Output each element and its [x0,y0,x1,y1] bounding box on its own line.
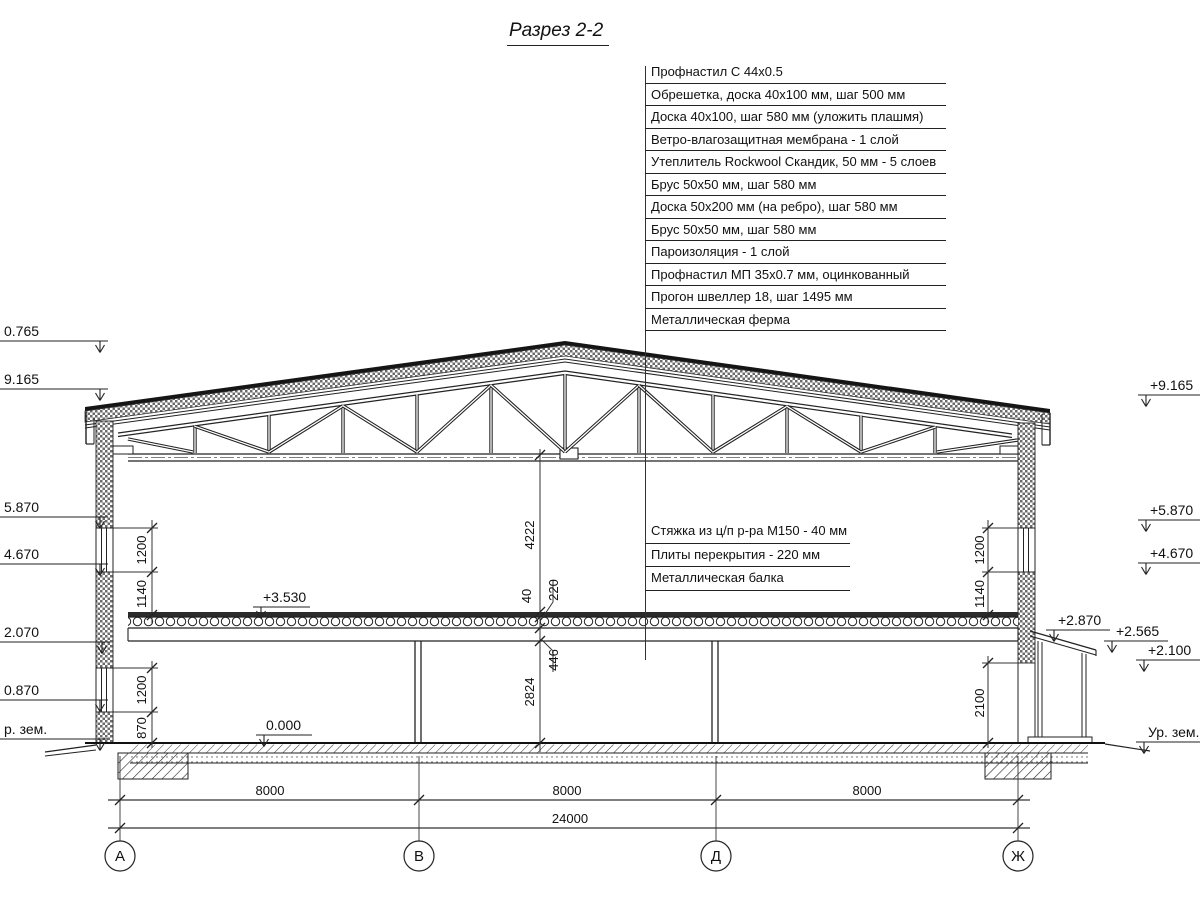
callout-item: Металлическая балка [645,567,850,591]
dim-span-b-d: 8000 [552,783,582,798]
dim-total-24000: 24000 [551,811,589,826]
drawing-title: Разрез 2-2 [507,20,609,46]
elevation-slab-top: +3.530 [263,589,307,605]
dim-mid-40: 40 [519,588,534,604]
foundation-left [118,753,188,779]
callout-item: Плиты перекрытия - 220 мм [645,544,850,568]
callout-item: Утеплитель Rockwool Скандик, 50 мм - 5 слоев [645,151,946,174]
elevation-left-ground: р. зем. [4,721,48,737]
elevation-left-eave: 9.165 [4,371,40,387]
dim-span-a-b: 8000 [255,783,285,798]
elevation-right-2565: +2.565 [1116,623,1160,639]
dim-mid-446: 446 [546,649,561,671]
dim-right-lower-2100: 2100 [972,688,987,718]
callout-item: Ветро-влагозащитная мембрана - 1 слой [645,129,946,152]
elevation-left-0870: 0.870 [4,682,40,698]
callout-item: Обрешетка, доска 40х100 мм, шаг 500 мм [645,84,946,107]
dim-left-lower-870: 870 [134,717,149,739]
elevation-right-5870: +5.870 [1150,502,1194,518]
elevation-right-9165: +9.165 [1150,377,1194,393]
wall-right [1018,423,1035,743]
floor-callout-list [645,520,850,591]
dim-mid-220: 220 [546,579,561,601]
window-upper-left [96,528,113,572]
elevation-right-4670: +4.670 [1150,545,1194,561]
elevation-right-2100: +2.100 [1148,642,1192,658]
dim-left-upper-1140: 1140 [134,580,149,608]
window-lower-left [96,668,113,712]
axis-label-v: В [413,848,425,865]
axis-label-d: Д [710,848,722,865]
roof [85,341,1050,445]
callout-item: Брус 50х50 мм, шаг 580 мм [645,219,946,242]
elevation-left-2070: 2.070 [4,624,40,640]
dim-right-upper-1140: 1140 [972,580,987,608]
dim-left-upper-1200: 1200 [134,535,149,565]
callout-item: Стяжка из ц/п р-ра М150 - 40 мм [645,520,850,544]
callout-item: Пароизоляция - 1 слой [645,241,946,264]
callout-item: Профнастил МП 35х0.7 мм, оцинкованный [645,264,946,287]
elevation-right-2870: +2.870 [1058,612,1102,628]
elevation-floor-zero: 0.000 [266,717,302,733]
callout-item: Прогон швеллер 18, шаг 1495 мм [645,286,946,309]
callout-item: Металлическая ферма [645,309,946,332]
columns [415,641,718,743]
dim-mid-2824: 2824 [522,677,537,707]
elevation-right-ground: Ур. зем. [1148,724,1200,740]
callout-item: Профнастил С 44х0.5 [645,61,946,84]
annex [1028,631,1096,743]
callout-item: Доска 40х100, шаг 580 мм (уложить плашмя) [645,106,946,129]
axis-label-a: А [114,848,126,865]
wall-left [96,421,113,743]
ground-slope-right [1105,744,1150,751]
elevation-left-ridge: 0.765 [4,323,40,339]
callout-item: Брус 50х50 мм, шаг 580 мм [645,174,946,197]
ground [45,743,1150,779]
axis-label-zh: Ж [1011,848,1025,865]
dim-mid-4222: 4222 [522,520,537,550]
roof-callout-list [645,61,946,331]
elevation-left-4670: 4.670 [4,546,40,562]
dim-left-lower-1200: 1200 [134,675,149,705]
dim-span-d-zh: 8000 [852,783,882,798]
window-upper-right [1018,528,1035,572]
callout-item: Доска 50х200 мм (на ребро), шаг 580 мм [645,196,946,219]
dim-right-upper-1200: 1200 [972,535,987,565]
elevation-left-5870: 5.870 [4,499,40,515]
